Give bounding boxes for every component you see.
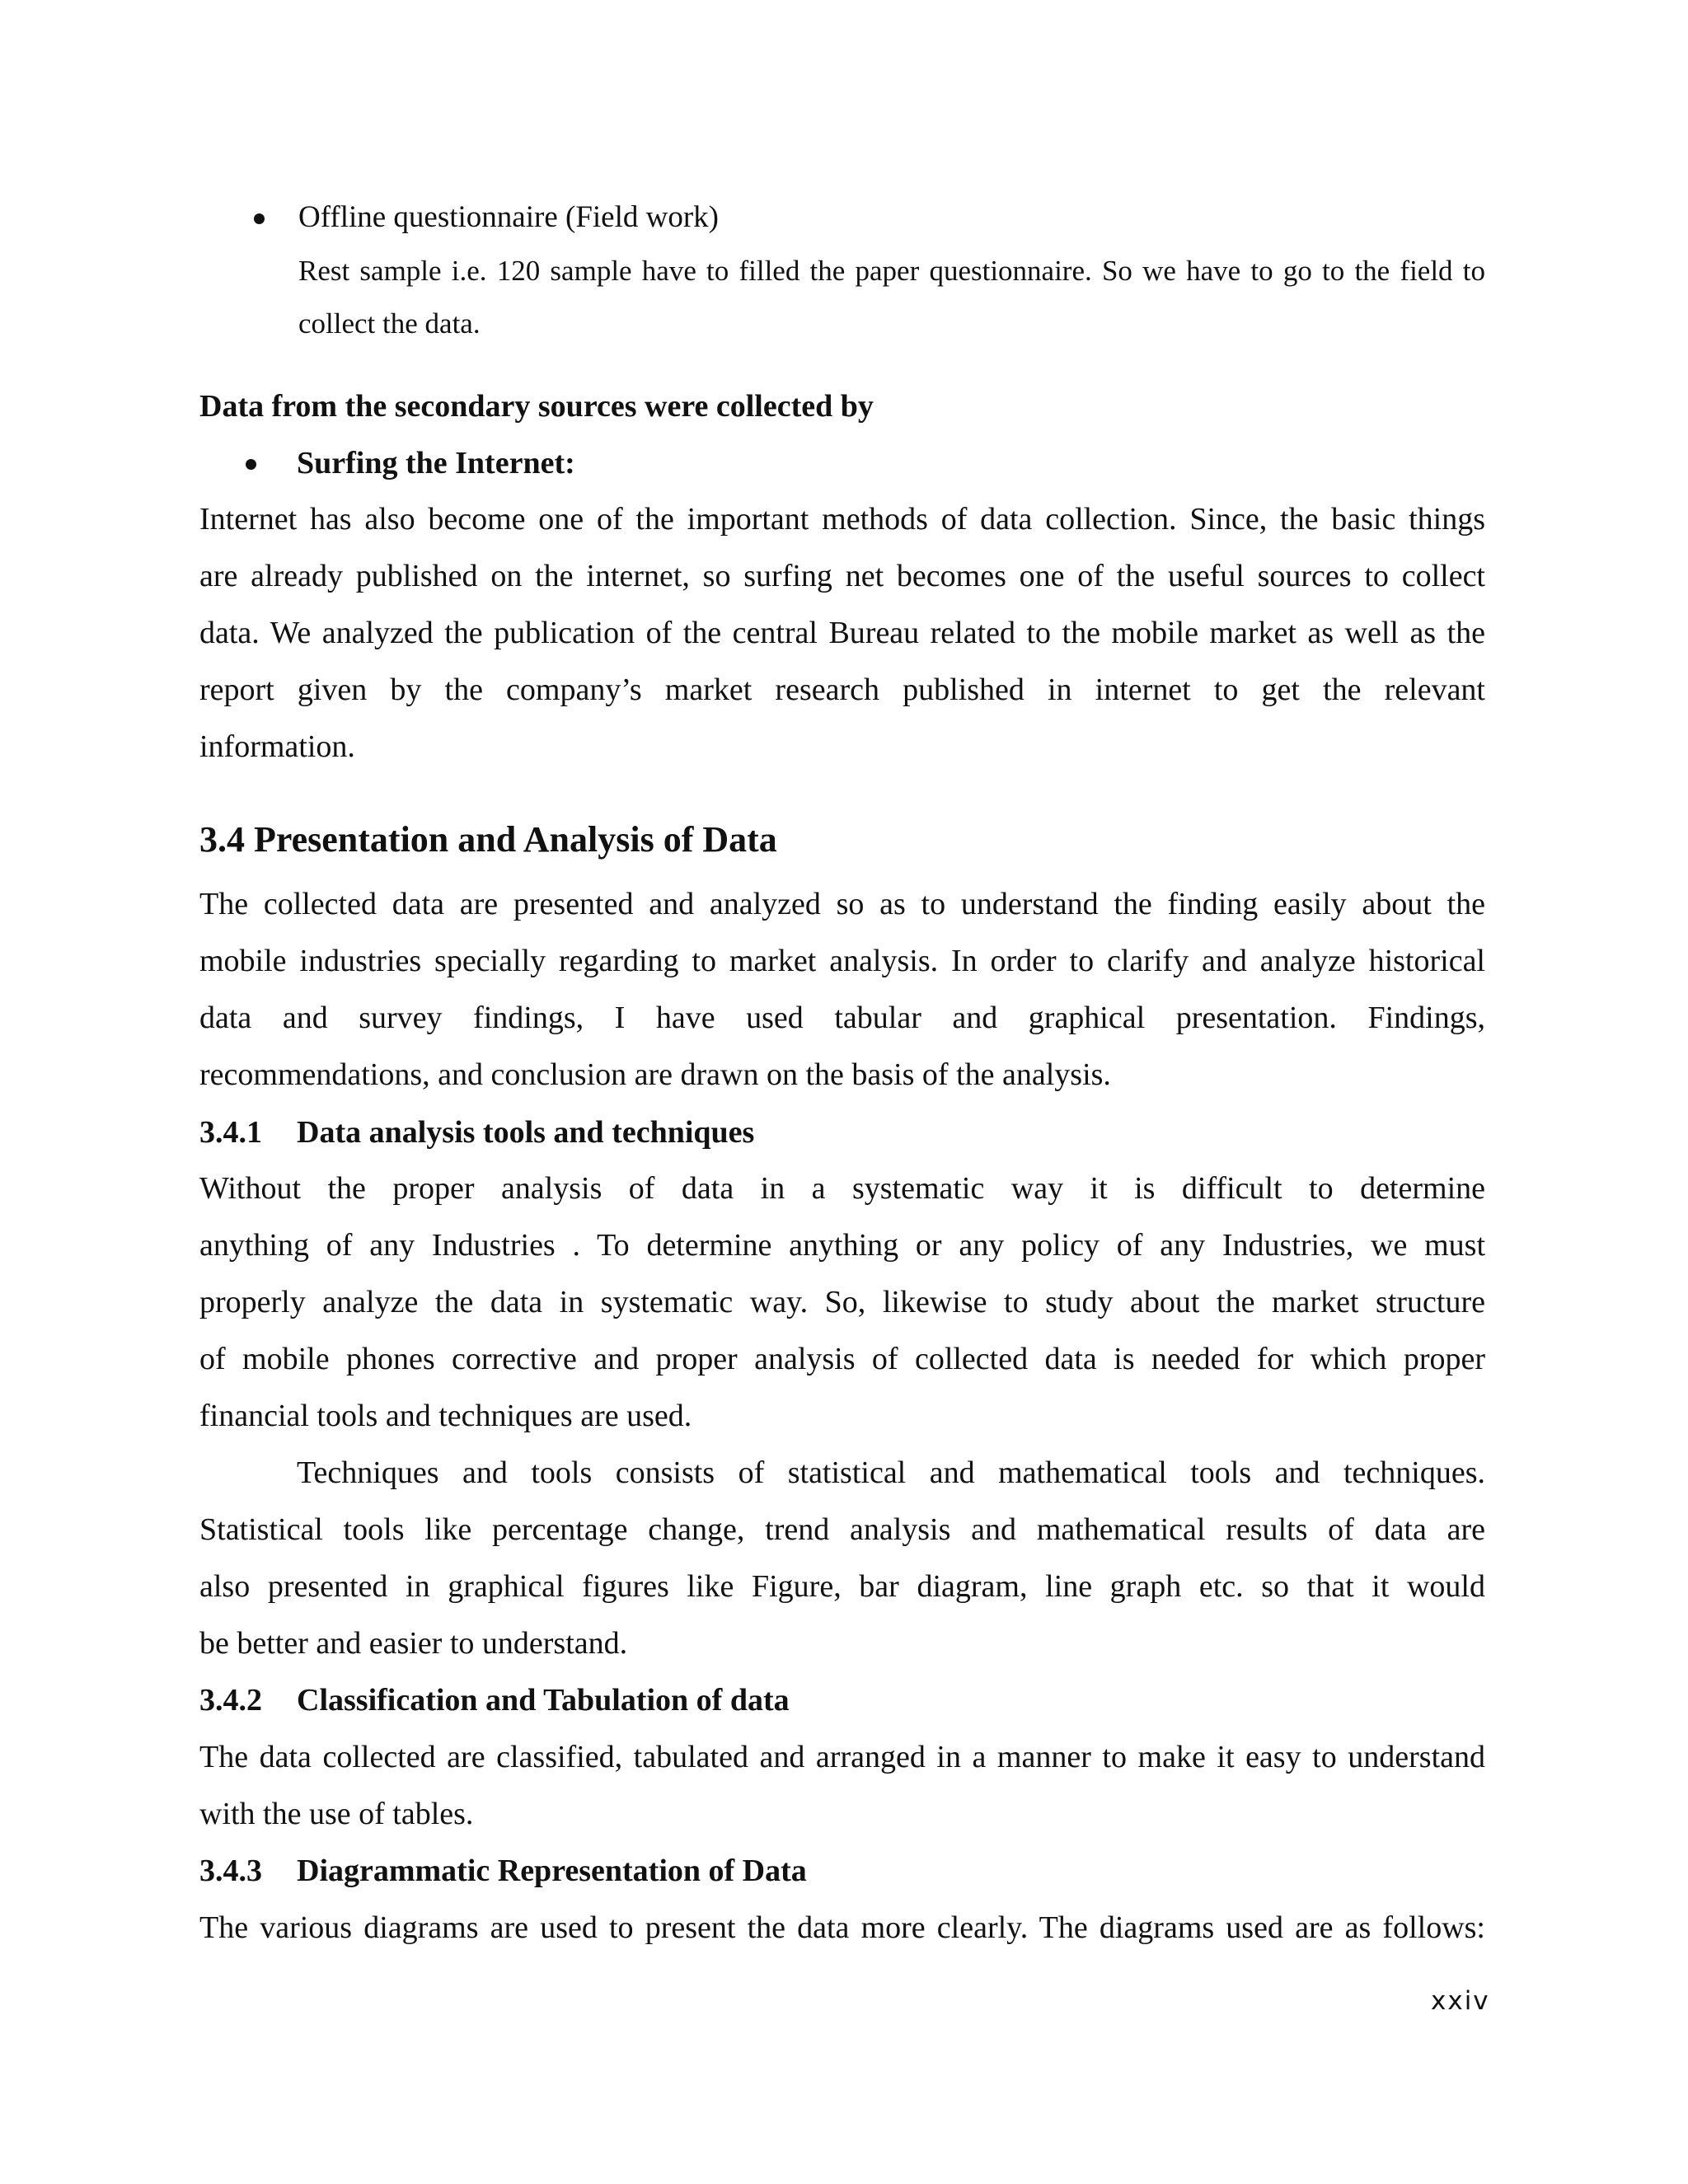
section-title-3-4-1: Data analysis tools and techniques	[297, 1115, 755, 1150]
section-title-3-4-2: Classification and Tabulation of data	[297, 1683, 790, 1718]
section-3-4-line-3: data and survey findings, I have used tabular and graphical presentation. Findings,	[199, 1001, 1485, 1035]
section-3-4-1-line-4: of mobile phones corrective and proper analysis of collected data is needed for which proper	[199, 1342, 1485, 1376]
section-number-3-4-2: 3.4.2	[199, 1683, 262, 1718]
section-3-4-1-line-1: Without the proper analysis of data in a systematic way it is difficult to determine	[199, 1171, 1485, 1206]
internet-line-3: data. We analyzed the publication of the central Bureau related to the mobile market as well as the	[199, 616, 1485, 650]
section-title-3-4-3: Diagrammatic Representation of Data	[297, 1854, 807, 1888]
internet-line-2: are already published on the internet, so surfing net becomes one of the useful sources to collect	[199, 559, 1485, 593]
offline-line-1: Rest sample i.e. 120 sample have to filled the paper questionnaire. So we have to go to the field to	[298, 255, 1485, 287]
section-3-4-1-line-2: anything of any Industries . To determine anything or any policy of any Industries, we must	[199, 1228, 1485, 1263]
internet-line-1: Internet has also become one of the important methods of data collection. Since, the basic things	[199, 502, 1485, 537]
section-number-3-4-1: 3.4.1	[199, 1115, 262, 1150]
section-3-4-1-p2-line-4: be better and easier to understand.	[199, 1626, 628, 1661]
section-3-4-line-1: The collected data are presented and analyzed so as to understand the finding easily about the	[199, 887, 1485, 921]
section-heading-3-4: 3.4 Presentation and Analysis of Data	[199, 819, 777, 860]
secondary-intro: Data from the secondary sources were collected by	[199, 389, 874, 424]
section-3-4-2-line-1: The data collected are classified, tabulated and arranged in a manner to make it easy to understand	[199, 1740, 1485, 1774]
internet-line-4: report given by the company’s market research published in internet to get the relevant	[199, 673, 1485, 707]
section-3-4-2-line-2: with the use of tables.	[199, 1797, 474, 1831]
section-3-4-line-2: mobile industries specially regarding to market analysis. In order to clarify and analyze historical	[199, 944, 1485, 978]
bullet-icon	[246, 459, 256, 470]
offline-bullet-label: Offline questionnaire (Field work)	[298, 200, 719, 234]
section-number-3-4-3: 3.4.3	[199, 1854, 262, 1888]
section-3-4-1-p2-line-2: Statistical tools like percentage change, trend analysis and mathematical results of data are	[199, 1512, 1485, 1547]
section-3-4-1-p2-line-1: Techniques and tools consists of statistical and mathematical tools and techniques.	[297, 1455, 1485, 1490]
section-3-4-1-line-5: financial tools and techniques are used.	[199, 1399, 692, 1433]
section-3-4-3-line-1: The various diagrams are used to present the data more clearly. The diagrams used are as follows:	[199, 1910, 1485, 1945]
section-3-4-line-4: recommendations, and conclusion are drawn on the basis of the analysis.	[199, 1057, 1111, 1092]
offline-line-2: collect the data.	[298, 307, 481, 340]
internet-line-5: information.	[199, 729, 355, 764]
page-number: xxiv	[1431, 1986, 1490, 2016]
section-3-4-1-line-3: properly analyze the data in systematic way. So, likewise to study about the market structure	[199, 1285, 1485, 1319]
internet-bullet-label: Surfing the Internet:	[297, 446, 575, 480]
section-3-4-1-p2-line-3: also presented in graphical figures like Figure, bar diagram, line graph etc. so that it would	[199, 1569, 1485, 1604]
bullet-icon	[254, 213, 265, 224]
